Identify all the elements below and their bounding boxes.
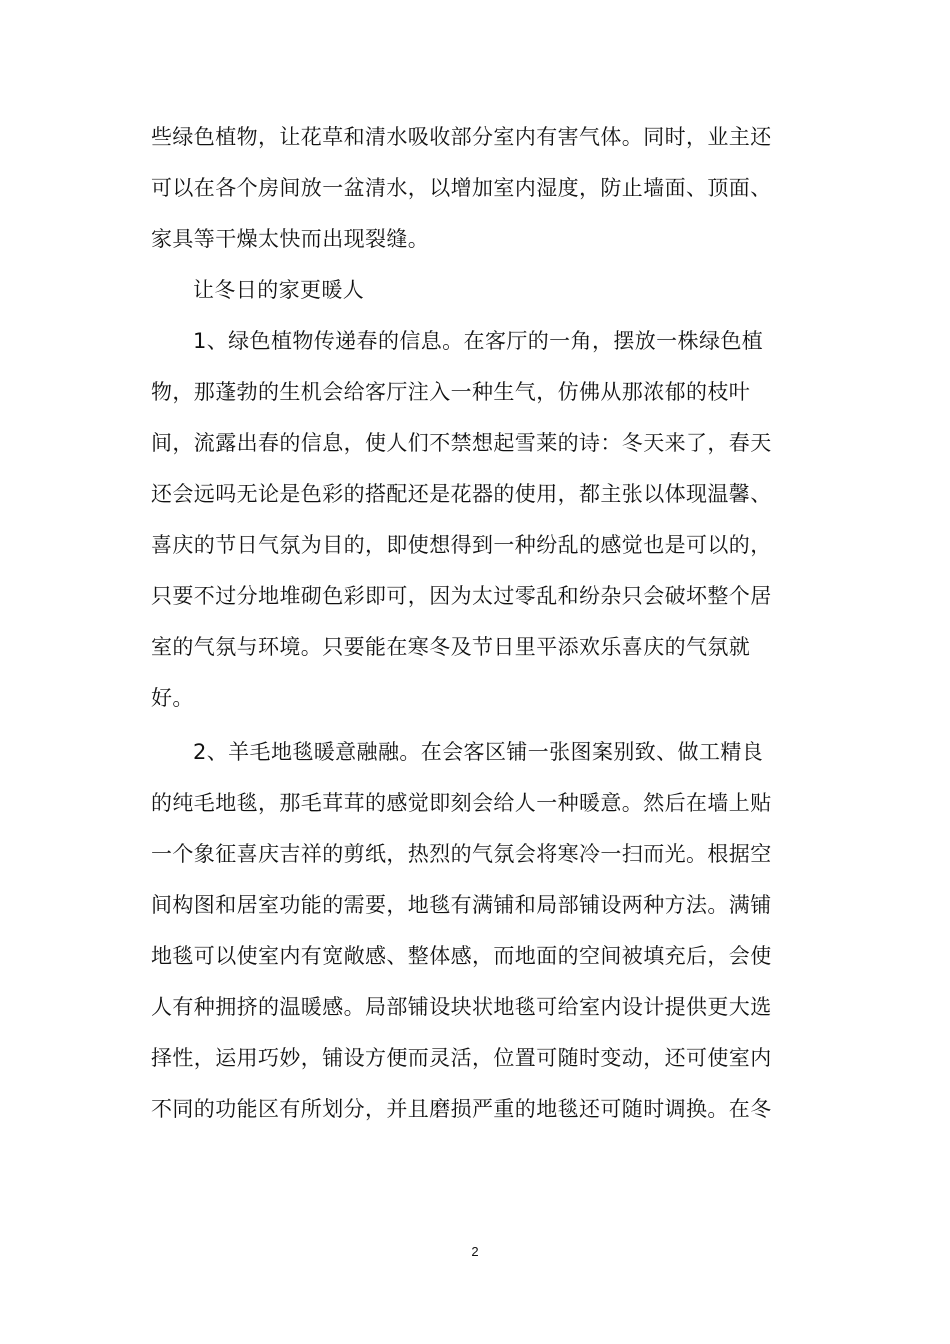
text-line: 地毯可以使室内有宽敞感、整体感，而地面的空间被填充后，会使 [151,944,772,968]
text-line: 只要不过分地堆砌色彩即可，因为太过零乱和纷杂只会破坏整个居 [151,584,772,608]
text-line: 喜庆的节日气氛为目的，即使想得到一种纷乱的感觉也是可以的， [151,533,772,557]
text-line: 择性，运用巧妙，铺设方便而灵活，位置可随时变动，还可使室内 [151,1046,772,1070]
text-line: 家具等干燥太快而出现裂缝。 [151,227,430,251]
text-line: 不同的功能区有所划分，并且磨损严重的地毯还可随时调换。在冬 [151,1097,772,1121]
text-line: 些绿色植物，让花草和清水吸收部分室内有害气体。同时，业主还 [151,125,772,149]
text-line: 间构图和居室功能的需要，地毯有满铺和局部铺设两种方法。满铺 [151,893,772,917]
text-line: 还会远吗无论是色彩的搭配还是花器的使用，都主张以体现温馨、 [151,482,772,506]
section-heading: 让冬日的家更暖人 [193,278,365,302]
text-line: 物，那蓬勃的生机会给客厅注入一种生气，仿佛从那浓郁的枝叶 [151,380,751,404]
text-line: 一个象征喜庆吉祥的剪纸，热烈的气氛会将寒冷一扫而光。根据空 [151,842,772,866]
text-line: 好。 [151,686,194,710]
page-number: 2 [471,1244,479,1259]
text-line: 间，流露出春的信息，使人们不禁想起雪莱的诗：冬天来了，春天 [151,431,772,455]
text-line: 1、绿色植物传递春的信息。在客厅的一角，摆放一株绿色植 [193,329,764,353]
text-line: 室的气氛与环境。只要能在寒冬及节日里平添欢乐喜庆的气氛就 [151,635,751,659]
text-line: 2、羊毛地毯暖意融融。在会客区铺一张图案别致、做工精良 [193,740,764,764]
text-line: 可以在各个房间放一盆清水，以增加室内湿度，防止墙面、顶面、 [151,176,772,200]
text-line: 的纯毛地毯，那毛茸茸的感觉即刻会给人一种暖意。然后在墙上贴 [151,791,772,815]
text-line: 人有种拥挤的温暖感。局部铺设块状地毯可给室内设计提供更大选 [151,995,772,1019]
